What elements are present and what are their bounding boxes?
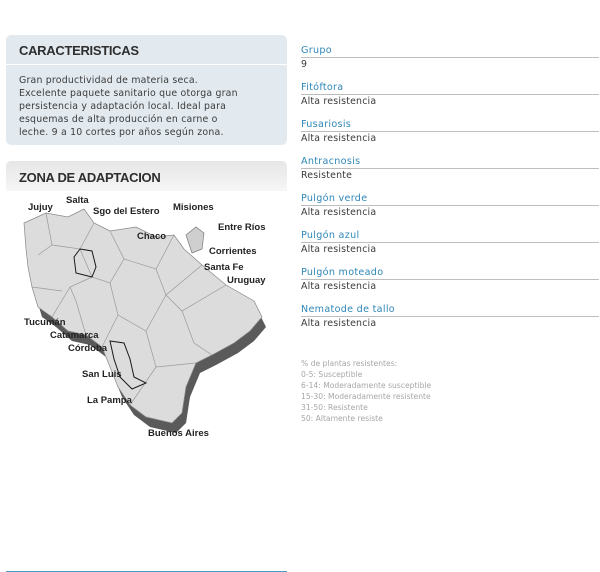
- legend-line: 6-14: Moderadamente susceptible: [301, 381, 432, 390]
- map-misiones: [186, 227, 204, 253]
- label-buenos-aires: Buenos Aires: [148, 428, 209, 439]
- property-divider: [301, 57, 599, 58]
- caracteristicas-line: persistencia y adaptación local. Ideal para: [19, 101, 227, 112]
- property-value: Alta resistencia: [301, 244, 377, 255]
- left-column: [6, 35, 287, 439]
- property-divider: [301, 131, 599, 132]
- property-item: [301, 156, 599, 193]
- label-la-pampa: La Pampa: [87, 395, 132, 406]
- property-item: [301, 45, 599, 82]
- zona-adaptacion-panel: [6, 161, 287, 447]
- property-value: Alta resistencia: [301, 207, 377, 218]
- property-value: Alta resistencia: [301, 318, 377, 329]
- property-item: [301, 193, 599, 230]
- caracteristicas-text: [19, 74, 281, 139]
- property-item: [301, 267, 599, 304]
- property-label: Pulgón moteado: [301, 267, 384, 278]
- property-divider: [301, 242, 599, 243]
- label-uruguay: Uruguay: [227, 275, 266, 286]
- property-item: [301, 119, 599, 156]
- resistance-legend: [301, 358, 431, 424]
- label-sgo-del-estero: Sgo del Estero: [93, 206, 160, 217]
- adaptation-map: [6, 191, 287, 446]
- zona-adaptacion-title: ZONA DE ADAPTACION: [19, 170, 161, 185]
- legend-line: 0-5: Susceptible: [301, 370, 363, 379]
- caracteristicas-line: Gran productividad de materia seca.: [19, 75, 198, 86]
- property-divider: [301, 168, 599, 169]
- label-salta: Salta: [66, 195, 89, 206]
- property-value: Alta resistencia: [301, 281, 377, 292]
- legend-line: 31-50: Resistente: [301, 403, 368, 412]
- property-item: [301, 304, 599, 341]
- label-jujuy: Jujuy: [28, 202, 53, 213]
- label-chaco: Chaco: [137, 231, 167, 242]
- label-entre-rios: Entre Ríos: [218, 222, 266, 233]
- label-catamarca: Catamarca: [50, 330, 99, 341]
- property-divider: [301, 279, 599, 280]
- property-value: Alta resistencia: [301, 133, 377, 144]
- property-label: Fitóftora: [301, 82, 344, 93]
- label-san-luis: San Luis: [82, 369, 122, 380]
- legend-line: % de plantas resistentes:: [301, 359, 398, 368]
- zona-adaptacion-header: [6, 161, 287, 191]
- property-label: Grupo: [301, 45, 332, 56]
- property-value: Alta resistencia: [301, 96, 377, 107]
- property-label: Fusariosis: [301, 119, 352, 130]
- caracteristicas-line: leche. 9 a 10 cortes por años según zona.: [19, 127, 224, 138]
- caracteristicas-title: CARACTERISTICAS: [19, 43, 139, 58]
- property-item: [301, 230, 599, 267]
- property-label: Pulgón azul: [301, 230, 360, 241]
- legend-line: 50: Altamente resiste: [301, 414, 383, 423]
- property-value: Resistente: [301, 170, 353, 181]
- property-label: Nematode de tallo: [301, 304, 395, 315]
- label-santa-fe: Santa Fe: [204, 262, 244, 273]
- caracteristicas-panel: [6, 35, 287, 145]
- property-divider: [301, 316, 599, 317]
- properties-list: [301, 45, 599, 341]
- label-corrientes: Corrientes: [209, 246, 257, 257]
- caracteristicas-line: Excelente paquete sanitario que otorga gran: [19, 88, 238, 99]
- property-label: Pulgón verde: [301, 193, 368, 204]
- property-divider: [301, 205, 599, 206]
- label-cordoba: Córdoba: [68, 343, 108, 354]
- label-tucuman: Tucumán: [24, 317, 66, 328]
- label-misiones: Misiones: [173, 202, 214, 213]
- property-divider: [301, 94, 599, 95]
- property-value: 9: [301, 59, 308, 70]
- caracteristicas-divider: [6, 64, 287, 65]
- property-item: [301, 82, 599, 119]
- property-label: Antracnosis: [301, 156, 361, 167]
- caracteristicas-line: esquemas de alta producción en carne o: [19, 114, 218, 125]
- legend-line: 15-30: Moderadamente resistente: [301, 392, 431, 401]
